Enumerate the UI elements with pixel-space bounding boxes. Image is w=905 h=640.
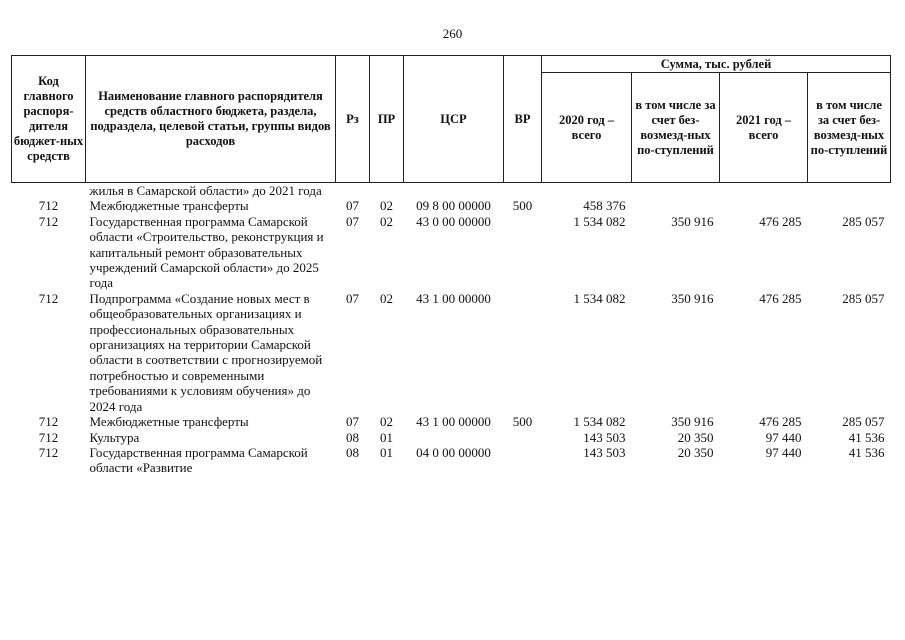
header-2021-grants: в том числе за счет без-возмезд-ных по-ступлений [808,73,891,183]
cell-csr [404,183,504,199]
cell-2020-total: 458 376 [583,198,626,214]
cell-2020-grants: 20 350 [677,429,714,445]
cell-vr: 500 [512,414,533,430]
header-code: Код главного распоря-дителя бюджет-ных средств [12,56,86,183]
cell-2020-total: 143 503 [583,429,626,445]
cell-csr: 09 8 00 00000 [416,198,491,214]
table-row [12,414,891,429]
cell-2021-total: 476 285 [759,414,802,430]
cell-2020-total: 143 503 [583,444,626,460]
header-csr: ЦСР [404,56,504,183]
cell-csr: 43 1 00 00000 [416,290,491,306]
cell-pr: 01 [380,444,393,460]
table-row [12,430,891,445]
cell-2021-total: 97 440 [765,444,802,460]
cell-code [12,183,86,199]
cell-pr: 02 [380,198,393,214]
cell-code: 712 [38,198,59,214]
cell-code: 712 [38,290,59,306]
header-2020-total: 2020 год – всего [542,73,632,183]
table-row [12,445,891,476]
cell-pr: 02 [380,414,393,430]
cell-2020-total: 1 534 082 [573,414,626,430]
cell-vr [504,214,542,291]
header-pr: ПР [370,56,404,183]
cell-2020-grants: 20 350 [677,444,714,460]
cell-rz [336,183,370,199]
cell-name: Межбюджетные трансферты [89,198,249,214]
cell-name: Государственная программа Самарской области «Строительство, реконструкция и капитальный ремонт образовательных учреждений Самарской области» до 2025 года [89,213,324,291]
header-name: Наименование главного распорядителя средств областного бюджета, раздела, подраздела, целевой статьи, группы видов расходов [86,56,336,183]
cell-csr: 43 1 00 00000 [416,414,491,430]
cell-vr [504,445,542,476]
budget-table [11,55,891,476]
header-2021-total: 2021 год – всего [720,73,808,183]
cell-2021-total [720,183,808,199]
table-body [12,183,891,476]
cell-2021-total: 97 440 [765,429,802,445]
cell-rz: 07 [346,414,359,430]
page-number: 260 [442,26,463,41]
cell-2021-total: 476 285 [759,290,802,306]
cell-name: Культура [89,429,140,445]
header-vr: ВР [504,56,542,183]
cell-2020-grants: 350 916 [671,414,714,430]
cell-rz: 07 [346,290,359,306]
header-2020-grants: в том числе за счет без-возмезд-ных по-ступлений [632,73,720,183]
cell-csr: 04 0 00 00000 [416,444,491,460]
cell-code: 712 [38,444,59,460]
cell-2020-grants: 350 916 [671,213,714,229]
cell-name: жилья в Самарской области» до 2021 года [89,183,322,198]
cell-2021-grants: 285 057 [842,414,885,430]
cell-code: 712 [38,213,59,229]
cell-pr: 01 [380,429,393,445]
cell-name: Государственная программа Самарской области «Развитие [89,444,308,476]
table-row [12,183,891,199]
cell-pr: 02 [380,290,393,306]
table-row [12,198,891,213]
cell-pr [370,183,404,199]
cell-csr: 43 0 00 00000 [416,213,491,229]
cell-2020-total: 1 534 082 [573,290,626,306]
cell-2021-grants [808,183,891,199]
cell-2020-grants: 350 916 [671,290,714,306]
cell-2020-total [542,183,632,199]
header-sum: Сумма, тыс. рублей [542,56,891,73]
cell-2021-grants: 285 057 [842,213,885,229]
cell-2020-total: 1 534 082 [573,213,626,229]
cell-2021-grants [808,198,891,213]
cell-vr [504,430,542,445]
cell-2021-grants: 285 057 [842,290,885,306]
cell-2021-grants: 41 536 [848,444,885,460]
cell-2021-total [720,198,808,213]
cell-rz: 08 [346,444,359,460]
cell-2021-grants: 41 536 [848,429,885,445]
header-rz: Рз [336,56,370,183]
cell-rz: 07 [346,213,359,229]
cell-2021-total: 476 285 [759,213,802,229]
cell-csr [404,430,504,445]
cell-pr: 02 [380,213,393,229]
cell-vr: 500 [512,198,533,214]
cell-name: Подпрограмма «Создание новых мест в общеобразовательных организациях и профессиональных образовательных организациях на территории Самарской области в соответствии с прогнозируемой потребностью и современными требованиями к условиям обучения» до 2024 года [89,290,323,414]
cell-rz: 07 [346,198,359,214]
cell-code: 712 [38,414,59,430]
cell-2020-grants [632,183,720,199]
cell-vr [504,183,542,199]
table-header [12,56,891,183]
cell-code: 712 [38,429,59,445]
table-row [12,214,891,291]
cell-2020-grants [632,198,720,213]
cell-vr [504,291,542,414]
cell-rz: 08 [346,429,359,445]
cell-name: Межбюджетные трансферты [89,414,249,430]
table-row [12,291,891,414]
